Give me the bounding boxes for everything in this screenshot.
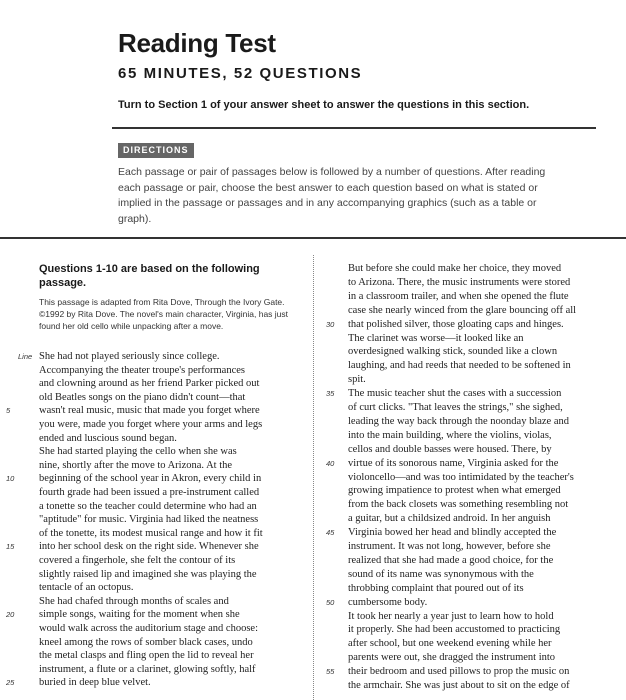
- passage-line: from the back closets was something resembling not: [348, 499, 569, 511]
- passage-line: violoncello—and was too intimidated by the teacher's: [348, 471, 574, 483]
- passage-line: The clarinet was worse—it looked like an: [348, 332, 524, 344]
- line-number: 10: [6, 474, 15, 484]
- line-number: 25: [6, 678, 15, 688]
- passage-line: wasn't real music, music that made you forget where: [39, 405, 260, 417]
- passage-line: in a classroom trailer, and when she opened the flute: [348, 290, 569, 302]
- passage-line: case she nearly winced from the glare bouncing off all: [348, 304, 577, 316]
- passage-line: simple songs, waiting for the moment when she: [39, 609, 240, 621]
- passage-line: Accompanying the theater troupe's performances: [39, 364, 245, 376]
- passage-line: throbbing complaint that poured out of its: [348, 582, 524, 594]
- passage-line: old Beatles songs on the piano didn't count—that: [39, 391, 246, 403]
- passage-line: sound of its name was synonymous with the: [348, 568, 534, 580]
- passage-source-note: This passage is adapted from Rita Dove, Through the Ivory Gate. ©1992 by Rita Dove. The novel's main character, Virginia, has just found her old cello while unpacking after a move.: [39, 297, 289, 331]
- passage-line: instrument, a flute or a clarinet, glowing softly, half: [39, 663, 256, 675]
- passage-line: that polished silver, those gloating caps and hinges.: [348, 318, 564, 330]
- passage-line: after school, but one weekend evening while her: [348, 638, 552, 650]
- passage-line: nine, shortly after the move to Arizona. At the: [39, 459, 233, 471]
- test-duration-subtitle: 65 MINUTES, 52 QUESTIONS: [118, 65, 363, 82]
- passage-line: spit.: [348, 374, 366, 386]
- passage-line: She had started playing the cello when she was: [39, 446, 237, 458]
- header-rule: [112, 127, 596, 129]
- passage-line: a tonette so the teacher could determine who had an: [39, 500, 257, 512]
- passage-line: kneel among the rows of somber black cases, undo: [39, 636, 253, 648]
- passage-line: tentacle of an octopus.: [39, 582, 134, 594]
- passage-line: a guitar, but a childsized android. In her anguish: [348, 513, 551, 525]
- passage-line: of the tonette, its modest musical range and how it fit: [39, 527, 263, 539]
- passage-line: the armchair. She was just about to sit on the edge of: [348, 680, 570, 691]
- passage-line: "aptitude" for music. Virginia had liked the neatness: [39, 514, 259, 526]
- passage-line: cellos and double basses were housed. There, by: [348, 443, 552, 455]
- passage-line: laughing, and had reeds that needed to be softened in: [348, 360, 571, 372]
- passage-line: The music teacher shut the cases with a succession: [348, 388, 562, 400]
- passage-line: into her school desk on the right side. Whenever she: [39, 541, 259, 553]
- passage-line: slightly raised lip and imagined she was playing the: [39, 568, 257, 580]
- directions-label: DIRECTIONS: [118, 143, 194, 158]
- passage-line: It took her nearly a year just to learn how to hold: [348, 610, 554, 622]
- column-divider: [313, 255, 314, 700]
- section-instruction: Turn to Section 1 of your answer sheet to answer the questions in this section.: [118, 99, 530, 111]
- passage-line: growing impatience to protest when what emerged: [348, 485, 561, 497]
- passage-line: overdesigned walking stick, sounded like a clown: [348, 346, 558, 358]
- line-number: 55: [326, 667, 335, 677]
- line-number: 20: [6, 610, 15, 620]
- directions-text: Each passage or pair of passages below is followed by a number of questions. After reading each passage or pair, choose the best answer to each question based on what is stated or implied in the passage or passages and in any accompanying graphics (such as a table or graph).: [118, 166, 546, 225]
- line-number: 15: [6, 542, 15, 552]
- passage-line: fourth grade had been issued a pre-instrument called: [39, 487, 260, 498]
- line-number: 45: [326, 528, 335, 538]
- line-number: 50: [326, 597, 335, 607]
- passage-line: parents were out, she dragged the instrument into: [348, 652, 556, 664]
- passage-line: instrument. It was not long, however, before she: [348, 541, 551, 552]
- passage-line: their bedroom and used pillows to prop the music on: [348, 666, 570, 678]
- passage-line: would walk across the auditorium stage and choose:: [39, 623, 258, 634]
- passage-line: buried in deep blue velvet.: [39, 677, 151, 689]
- passage-line: leading the way back through the noonday blaze and: [348, 415, 570, 427]
- passage-line: She had chafed through months of scales and: [39, 595, 229, 607]
- passage-line: ended and luscious sound began.: [39, 432, 177, 444]
- line-number: 40: [326, 458, 335, 468]
- passage-heading: Questions 1-10 are based on the following passage.: [39, 263, 260, 289]
- passage-line: Virginia bowed her head and blindly accepted the: [348, 527, 557, 539]
- directions-rule: [0, 237, 626, 239]
- line-number: 35: [326, 389, 335, 399]
- line-label: Line: [18, 352, 33, 361]
- passage-line: realized that she had made a good choice, for the: [348, 554, 554, 566]
- passage-line: of curt clicks. "That leaves the strings," she sighed,: [348, 402, 563, 413]
- passage-line: beginning of the school year in Akron, every child in: [39, 473, 262, 485]
- passage-line: covered a fingerhole, she felt the contour of its: [39, 555, 236, 566]
- passage-line: virtue of its sonorous name, Virginia asked for the: [348, 457, 559, 469]
- passage-line: it properly. She had been accustomed to practicing: [348, 624, 561, 636]
- passage-line: into the main building, where the violins, violas,: [348, 429, 552, 441]
- passage-line: But before she could make her choice, they moved: [348, 263, 562, 274]
- passage-line: the metal clasps and fling open the lid to reveal her: [39, 650, 254, 662]
- passage-line: to Arizona. There, the music instruments were stored: [348, 276, 571, 288]
- line-number: 5: [6, 406, 11, 416]
- passage-line: She had not played seriously since college.: [39, 351, 220, 362]
- passage-line: cumbersome body.: [348, 596, 428, 608]
- passage-line: you were, made you forget where your arms and legs: [39, 419, 263, 430]
- passage-line: and clowning around as her friend Parker picked out: [39, 378, 260, 390]
- line-number: 30: [326, 319, 335, 329]
- page-title: Reading Test: [118, 28, 276, 58]
